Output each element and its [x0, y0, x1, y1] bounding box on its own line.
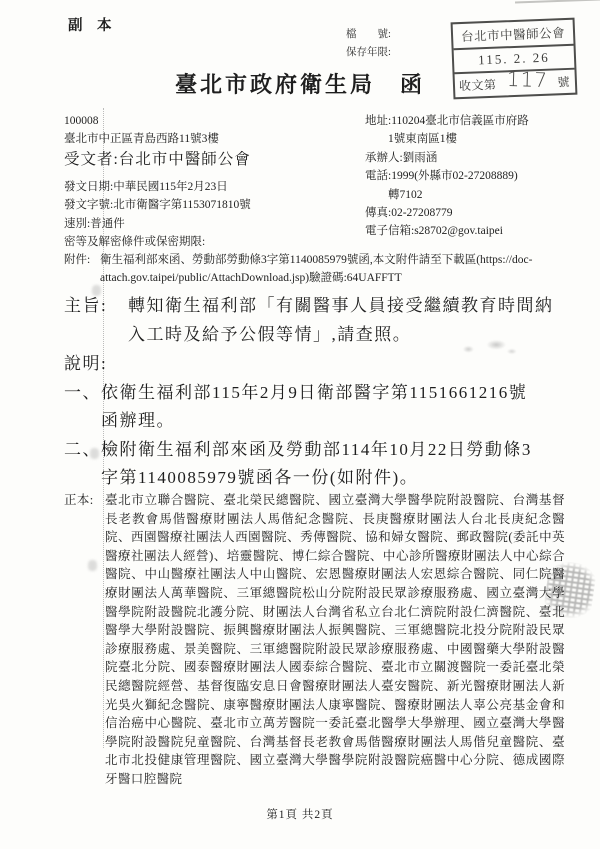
subject-text: 轉知衛生福利部「有關醫事人員接受繼續教育時間納入工時及給予公假等情」,請查照。: [128, 296, 554, 344]
secrecy-line: 密等及解密條件或保密期限:: [64, 235, 206, 248]
addressee-block: [64, 112, 251, 169]
subject-section: [64, 292, 566, 349]
contact-email: 電子信箱:s28702@gov.taipei: [365, 225, 503, 238]
meta-block: [64, 178, 592, 288]
description-section: [64, 350, 576, 493]
recipients-section: [64, 491, 565, 789]
stamp-date: 115. 2. 26: [454, 46, 575, 75]
description-item: [64, 379, 576, 436]
doc-number-line: 發文字號:北市衛醫字第1153071810號: [64, 199, 251, 212]
file-number-block: [346, 26, 391, 62]
retention-label: 保存年限:: [346, 47, 391, 58]
item-number: 二、: [64, 439, 101, 459]
item-number: 一、: [64, 382, 101, 402]
attachment-row: [64, 251, 592, 288]
description-label: 說明:: [64, 354, 108, 373]
scan-artifact-line: [515, 0, 600, 3]
attachment-text: 衛生福利部來函、勞動部勞動條3字第1140085979號函,本文附件請至下載區(https://doc-attach.gov.taipei/public/AttachDownload.jsp)驗證碼:64UAFFTT: [100, 254, 533, 285]
addressee-zip: 100008: [64, 115, 99, 127]
contact-phone-1: 電話:1999(外縣市02-27208889): [365, 170, 518, 183]
speed-line: 速別:普通件: [64, 217, 125, 230]
addressee-address: 臺北市中正區青島西路11號3樓: [64, 133, 219, 145]
recipients-text: 臺北市立聯合醫院、臺北榮民總醫院、國立臺灣大學醫學院附設醫院、台灣基督長老教會馬偕醫療財團法人馬偕紀念醫院、長庚醫療財團法人台北長庚紀念醫院、西園醫療社團法人西園醫院、秀傳醫院、協和婦女醫院、郵政醫院(委託中英醫療社團法人經營)、培靈醫院、博仁綜合醫院、中心診所醫療財團法人中心綜合醫院、中山醫療社團法人中山醫院、宏恩醫療財團法人宏恩綜合醫院、同仁院醫療財團法人萬華醫院、三軍總醫院松山分院附設民眾診療服務處、國立臺灣大學醫學院附設醫院北護分院、財團法人台灣省私立台北仁濟院附設仁濟醫院、臺北醫學大學附設醫院、振興醫療財團法人振興醫院、三軍總醫院北投分院附設民眾診療服務處、景美醫院、三軍總醫院附設民眾診療服務處、中國醫藥大學附設醫院臺北分院、國泰醫療財團法人國泰綜合醫院、臺北市立關渡醫院一委託臺北榮民總醫院經營、基督復臨安息日會醫療財團法人臺安醫院、新光醫療財團法人新光吳火獅紀念醫院、康寧醫療財團法人康寧醫院、醫療財團法人辜公亮基金會和信治癌中心醫院、臺北市立萬芳醫院一委託臺北醫學大學辦理、國立臺灣大學醫學院附設醫院兒童醫院、台灣基督長老教會馬偕醫療財團法人馬偕兒童醫院、臺北市北投健康管理醫院、國立臺灣大學醫學院附設醫院癌醫中心分院、德成國際牙醫口腔醫院: [105, 493, 565, 786]
contact-address-2: 1號東南區1樓: [388, 133, 457, 146]
copy-label: 副 本: [68, 18, 112, 34]
recipient-line: 受文者:台北市中醫師公會: [64, 151, 251, 168]
file-number-label: 檔 號:: [346, 29, 391, 40]
stamp-receipt-prefix: 收文第: [458, 77, 497, 94]
page-number: 第1頁 共2頁: [266, 809, 334, 821]
attachment-label: 附件:: [64, 254, 91, 267]
issue-date-line: 發文日期:中華民國115年2月23日: [64, 181, 228, 193]
contact-fax: 傳真:02-27208779: [365, 207, 453, 220]
contact-person: 承辦人:劉雨涵: [365, 151, 438, 164]
item-text: 檢附衛生福利部來函及勞動部114年10月22日勞動條3字第1140085979號函各一份(如附件)。: [101, 439, 532, 487]
subject-label: 主旨:: [64, 296, 108, 315]
description-item: [64, 436, 576, 493]
stamp-receipt-number-handwritten: 117: [506, 66, 549, 93]
item-text: 依衛生福利部115年2月9日衛部醫字第1151661216號函辦理。: [101, 382, 528, 430]
recipients-label: 正本:: [64, 493, 94, 507]
stamp-receipt-suffix: 號: [557, 74, 571, 90]
contact-phone-2: 轉7102: [388, 188, 423, 201]
stamp-org: 台北市中醫師公會: [453, 20, 574, 51]
contact-address-1: 地址:110204臺北市信義區市府路: [365, 115, 529, 127]
document-title: 臺北市政府衛生局 函: [174, 72, 425, 97]
